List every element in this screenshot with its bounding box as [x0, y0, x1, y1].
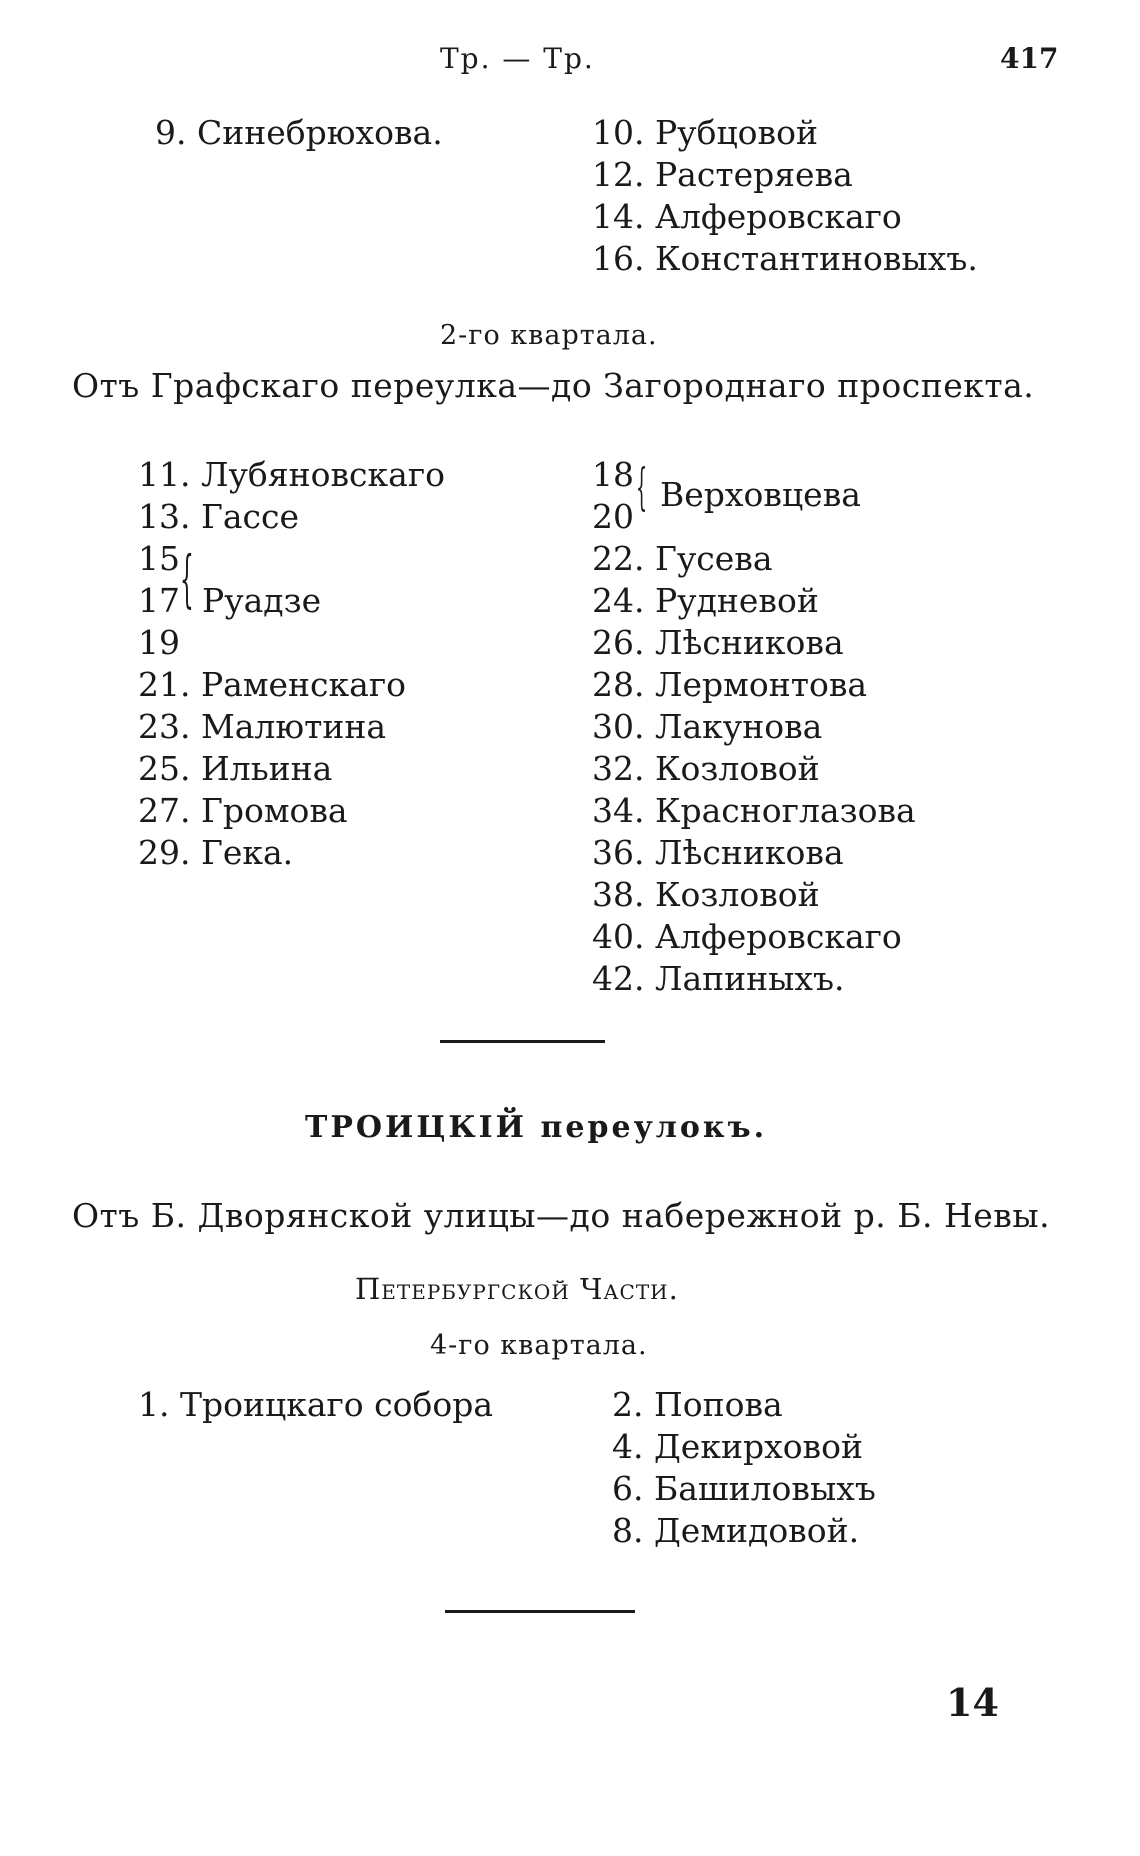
list-item: 17: [138, 581, 180, 620]
list-item: 9. Синебрюхова.: [155, 113, 443, 152]
troitsky-right-column: [612, 1384, 876, 1552]
grouped-house-name: Руадзе: [202, 581, 322, 620]
list-item: 28. Лермонтова: [592, 665, 868, 704]
list-item: 24. Рудневой: [592, 581, 819, 620]
page-number: 417: [1000, 42, 1059, 75]
list-item: 11. Лубяновскаго: [138, 455, 445, 494]
list-item: 4. Декирховой: [612, 1427, 863, 1466]
grouped-house-name: Верховцева: [660, 475, 861, 514]
running-header: Тр. — Тр.: [440, 42, 595, 75]
list-item: 27. Громова: [138, 791, 348, 830]
brace-icon: {: [636, 458, 648, 516]
list-item: 38. Козловой: [592, 875, 820, 914]
top-left-column: [155, 112, 443, 154]
quarter-heading: 2-го квартала.: [440, 320, 658, 351]
list-item: 18: [592, 455, 634, 494]
list-item: 30. Лакунова: [592, 707, 823, 746]
list-item: 23. Малютина: [138, 707, 387, 746]
quarter2-left-column: [138, 454, 445, 874]
list-item: 42. Лапиныхъ.: [592, 959, 845, 998]
list-item: 22. Гусева: [592, 539, 773, 578]
list-item: 12. Растеряева: [592, 155, 853, 194]
list-item: 13. Гассе: [138, 497, 299, 536]
list-item: 25. Ильина: [138, 749, 333, 788]
list-item: 34. Красноглазова: [592, 791, 916, 830]
list-item: 29. Гека.: [138, 833, 294, 872]
list-item: 1. Троицкаго собора: [138, 1385, 494, 1424]
list-item: 19: [138, 623, 180, 662]
list-item: 10. Рубцовой: [592, 113, 818, 152]
list-item: 26. Лѣсникова: [592, 623, 844, 662]
quarter-heading: 4-го квартала.: [430, 1330, 648, 1361]
list-item: 20: [592, 497, 634, 536]
list-item: 40. Алферовскаго: [592, 917, 902, 956]
list-item: 32. Козловой: [592, 749, 820, 788]
list-item: 6. Башиловыхъ: [612, 1469, 876, 1508]
district-heading: Петербургской Части.: [355, 1272, 679, 1306]
quarter2-right-column: [592, 454, 916, 1000]
street-range: Отъ Б. Дворянской улицы—до набережной р. Б. Невы.: [72, 1196, 1051, 1235]
top-right-column: [592, 112, 978, 280]
troitsky-left-column: [138, 1384, 493, 1426]
list-item: 15: [138, 539, 180, 578]
list-item: 2. Попова: [612, 1385, 783, 1424]
list-item: 8. Демидовой.: [612, 1511, 860, 1550]
section-divider: [440, 1040, 605, 1043]
signature-mark: 14: [946, 1680, 999, 1725]
street-range: Отъ Графскаго переулка—до Загороднаго проспекта.: [72, 366, 1035, 405]
list-item: 21. Раменскаго: [138, 665, 406, 704]
list-item: 14. Алферовскаго: [592, 197, 902, 236]
list-item: 16. Константиновыхъ.: [592, 239, 978, 278]
section-divider: [445, 1610, 635, 1613]
list-item: 36. Лѣсникова: [592, 833, 844, 872]
section-title: ТРОИЦКІЙ переулокъ.: [305, 1110, 768, 1145]
brace-icon: {: [180, 542, 194, 615]
